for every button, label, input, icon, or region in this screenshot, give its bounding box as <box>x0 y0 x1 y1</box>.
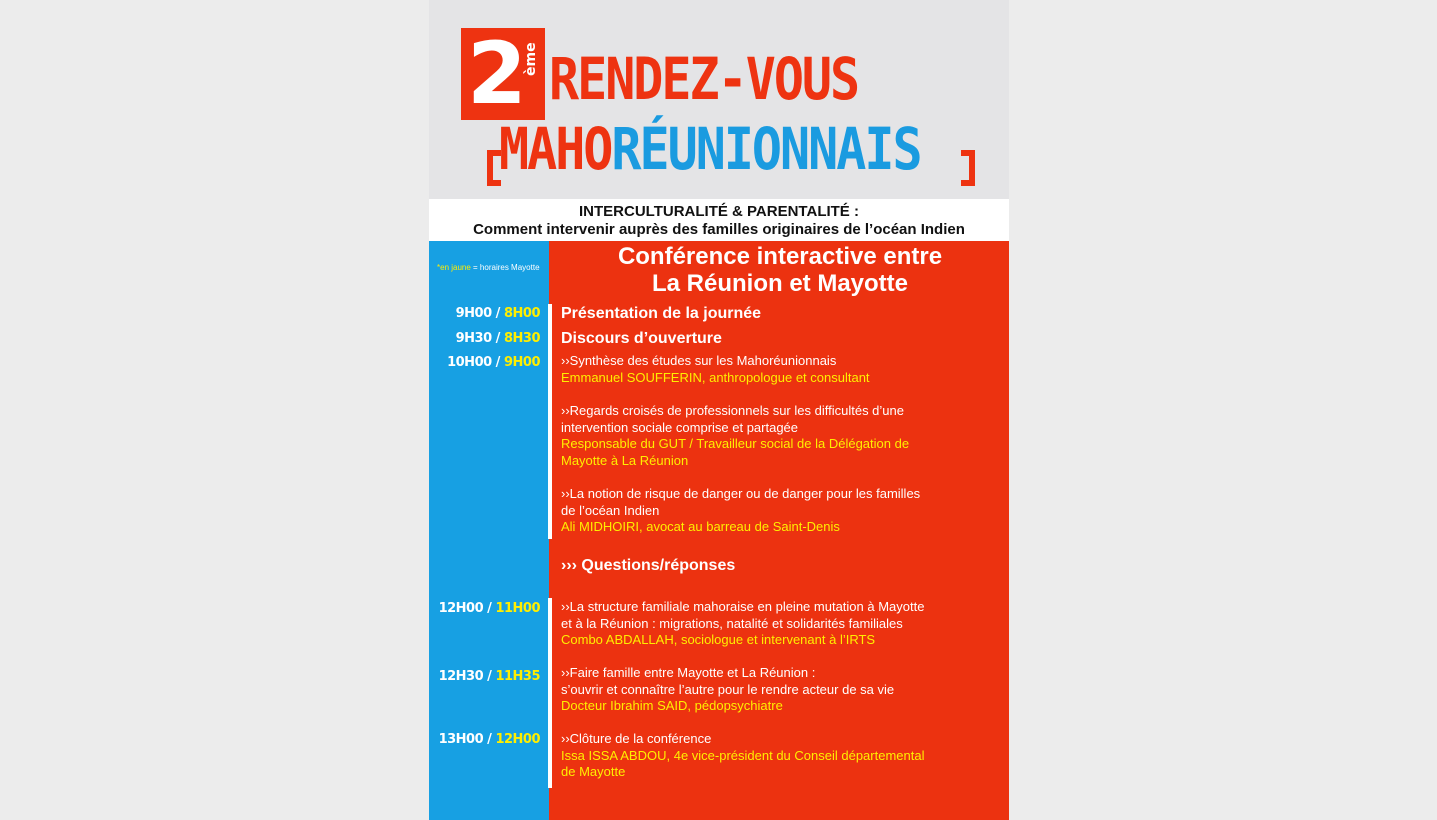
poster <box>429 0 1009 820</box>
logo-title-line1: RENDEZ-VOUS <box>549 46 859 113</box>
time-slot: 9H30 / 8H30 <box>455 331 540 346</box>
agenda-item-questions: ››› Questions/réponses <box>561 557 736 574</box>
time-slot: 13H00 / 12H00 <box>438 732 540 747</box>
time-slot: 12H30 / 11H35 <box>438 669 540 684</box>
time-slot: 10H00 / 9H00 <box>447 355 540 370</box>
logo-number: 2 <box>461 28 545 120</box>
agenda-talk: ››Clôture de la conférence Issa ISSA ABDOU, 4e vice-président du Conseil départemental de Mayotte <box>561 731 925 779</box>
subtitle-line2: Comment intervenir auprès des familles originaires de l’océan Indien <box>473 221 965 238</box>
schedule-divider-noon <box>548 598 552 788</box>
conference-title-line2: La Réunion et Mayotte <box>651 270 909 297</box>
time-slot: 9H00 / 8H00 <box>455 306 540 321</box>
logo-title-line2 <box>499 116 921 183</box>
subtitle-band <box>429 199 1009 241</box>
logo-superscript: ème <box>523 42 539 76</box>
time-legend: *en jaune = horaires Mayotte <box>437 263 540 272</box>
logo-reunionnais: RÉUNIONNAIS <box>611 116 921 183</box>
agenda-talk: ››Regards croisés de professionnels sur les difficultés d’une intervention sociale comprise et partagée Responsable du GUT / Travailleur social de la Délégation de Mayotte à La Réunion <box>561 403 910 468</box>
agenda-talk: ››La structure familiale mahoraise en pleine mutation à Mayotte et à la Réunion : migrations, natalité et solidarités familiales Combo ABDALLAH, sociologue et intervenant à l’IRTS <box>561 599 925 647</box>
agenda-item-opening: Discours d’ouverture <box>561 330 722 347</box>
subtitle-line1: INTERCULTURALITÉ & PARENTALITÉ : <box>579 203 859 220</box>
agenda-talk: ››La notion de risque de danger ou de danger pour les familles de l’océan Indien Ali MIDHOIRI, avocat au barreau de Saint-Denis <box>561 486 921 534</box>
conference-title <box>551 243 1009 297</box>
agenda-talk: ››Faire famille entre Mayotte et La Réunion : s’ouvrir et connaître l’autre pour le rendre acteur de sa vie Docteur Ibrahim SAID, pédopsychiatre <box>561 665 895 713</box>
title-banner <box>429 0 1009 199</box>
time-slot: 12H00 / 11H00 <box>438 601 540 616</box>
right-bracket-decoration <box>961 150 975 186</box>
logo-maho: MAHO <box>499 116 612 183</box>
schedule-divider-morning <box>548 304 552 539</box>
conference-title-line1: Conférence interactive entre <box>617 243 943 270</box>
agenda-talk: ››Synthèse des études sur les Mahoréunionnais Emmanuel SOUFFERIN, anthropologue et consultant <box>561 353 870 385</box>
agenda-item-presentation: Présentation de la journée <box>561 305 762 322</box>
